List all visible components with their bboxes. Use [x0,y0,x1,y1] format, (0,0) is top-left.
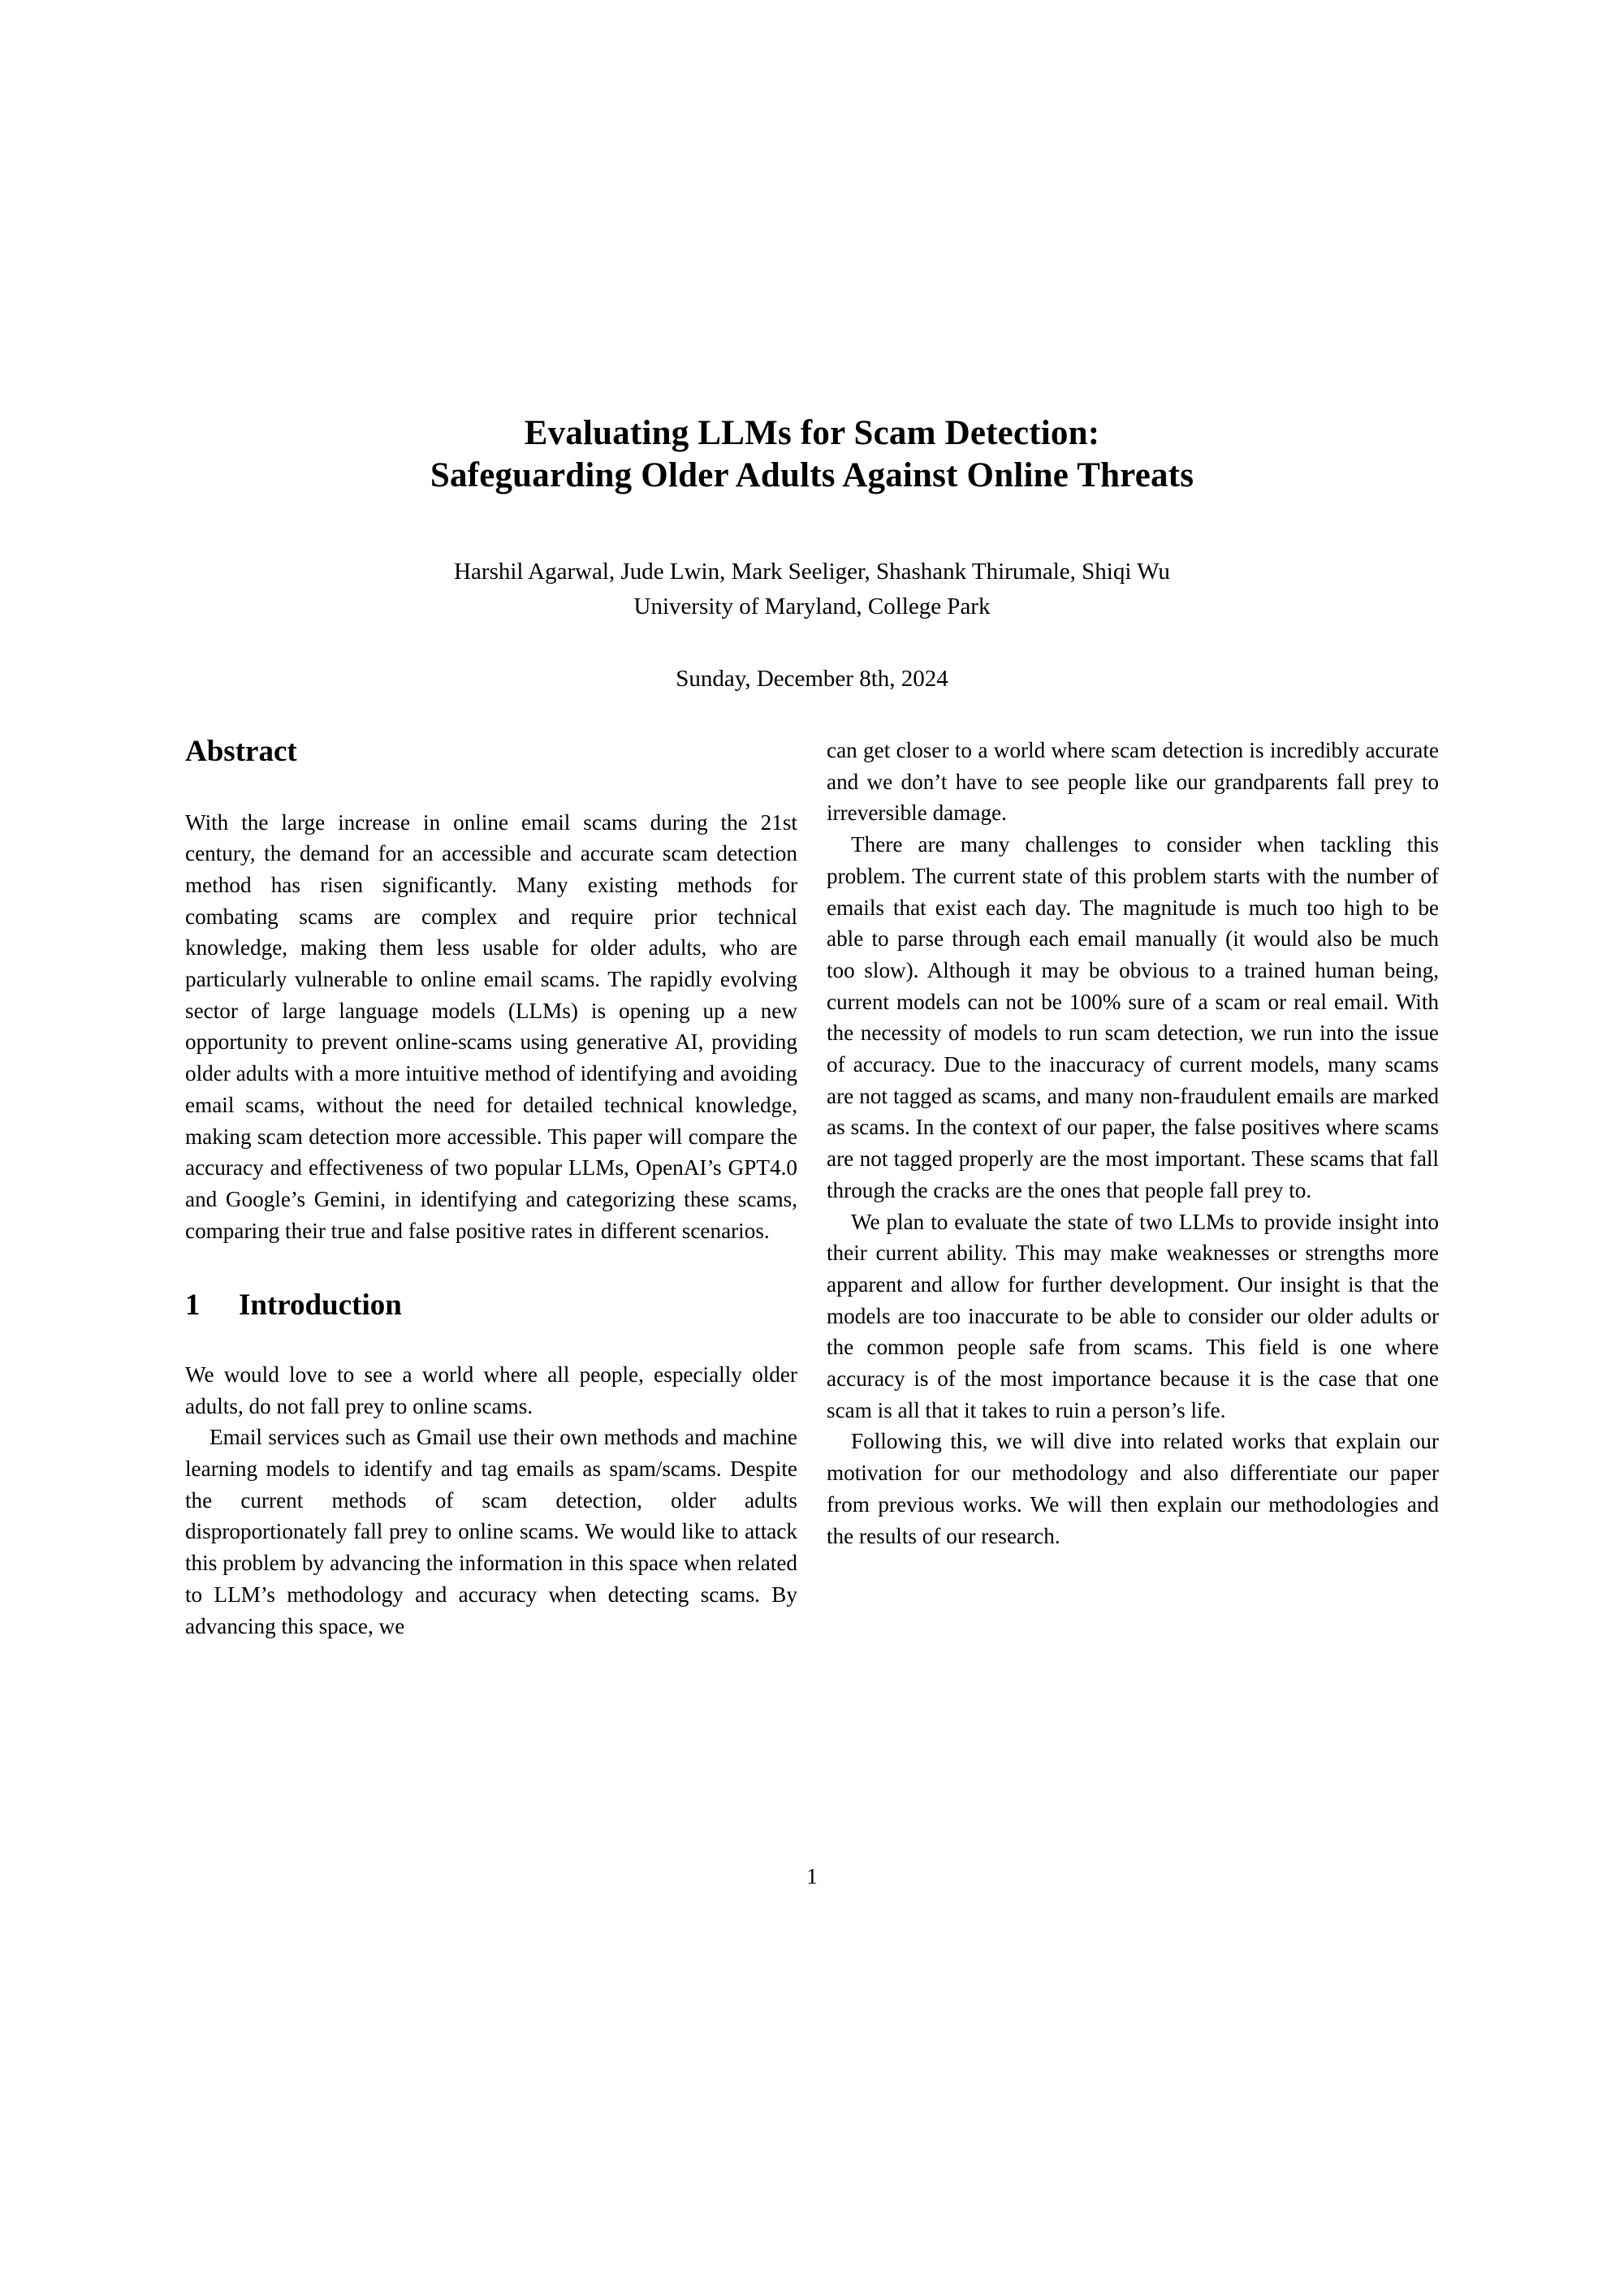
publication-date: Sunday, December 8th, 2024 [676,665,948,692]
right-column [827,735,1439,1642]
page-number: 1 [806,1864,818,1888]
title-block [185,412,1439,693]
intro-paragraph-4: We plan to evaluate the state of two LLMs to provide insight into their current ability. This may make weaknesses or strengths more apparent and allow for further development. Our insight is that the models are too inaccurate to be able to consider our older adults or the common people safe from scams. This field is one where accuracy is of the most importance because it is the case that one scam is all that it takes to ruin a person’s life. [827,1209,1439,1422]
affiliation: University of Maryland, College Park [633,593,991,620]
introduction-heading [185,1288,797,1323]
two-column-body [185,735,1439,1642]
intro-paragraph-3: There are many challenges to consider when tackling this problem. The current state of this problem starts with the number of emails that exist each day. The magnitude is much too high to be able to parse through each email manually (it would also be much too slow). Although it may be obvious to a trained human being, current models can not be 100% sure of a scam or real email. With the necessity of models to run scam detection, we run into the issue of accuracy. Due to the inaccuracy of current models, many scams are not tagged as scams, and many non-fraudulent emails are marked as scams. In the context of our paper, the false positives where scams are not tagged properly are the most important. These scams that fall through the cracks are the ones that people fall prey to. [827,832,1439,1202]
section-title: Introduction [239,1288,402,1323]
section-number: 1 [185,1288,201,1323]
title-line-1: Evaluating LLMs for Scam Detection: [524,414,1100,452]
intro-paragraph-1: We would love to see a world where all people, especially older adults, do not fall prey to online scams. [185,1362,797,1418]
author-list: Harshil Agarwal, Jude Lwin, Mark Seeliger, Shashank Thirumale, Shiqi Wu [454,558,1170,585]
page-content [185,0,1439,2296]
abstract-text: With the large increase in online email scams during the 21st century, the demand for an accessible and accurate scam detection method has risen significantly. Many existing methods for combating scams are complex and require prior technical knowledge, making them less usable for older adults, who are particularly vulnerable to online email scams. The rapidly evolving sector of large language models (LLMs) is opening up a new opportunity to prevent online-scams using generative AI, providing older adults with a more intuitive method of identifying and avoiding email scams, without the need for detailed technical knowledge, making scam detection more accessible. This paper will compare the accuracy and effectiveness of two popular LLMs, OpenAI’s GPT4.0 and Google’s Gemini, in identifying and categorizing these scams, comparing their true and false positive rates in different scenarios. [185,809,797,1243]
page-title [185,412,1439,498]
title-line-2: Safeguarding Older Adults Against Online Threats [430,456,1194,495]
intro-paragraph-2-part-b: can get closer to a world where scam detection is incredibly accurate and we don’t have to see people like our grandparents fall prey to irreversible damage. [827,738,1439,826]
abstract-heading: Abstract [185,735,297,768]
intro-paragraph-2-part-a: Email services such as Gmail use their own methods and machine learning models to identify and tag emails as spam/scams. Despite the current methods of scam detection, older adults disproportionately fall prey to online scams. We would like to attack this problem by advancing the information in this space when related to LLM’s methodology and accuracy when detecting scams. By advancing this space, we [185,1425,797,1638]
left-column [185,735,797,1642]
intro-paragraph-5: Following this, we will dive into related works that explain our motivation for our methodology and also differentiate our paper from previous works. We will then explain our methodologies and the results of our research. [827,1429,1439,1548]
